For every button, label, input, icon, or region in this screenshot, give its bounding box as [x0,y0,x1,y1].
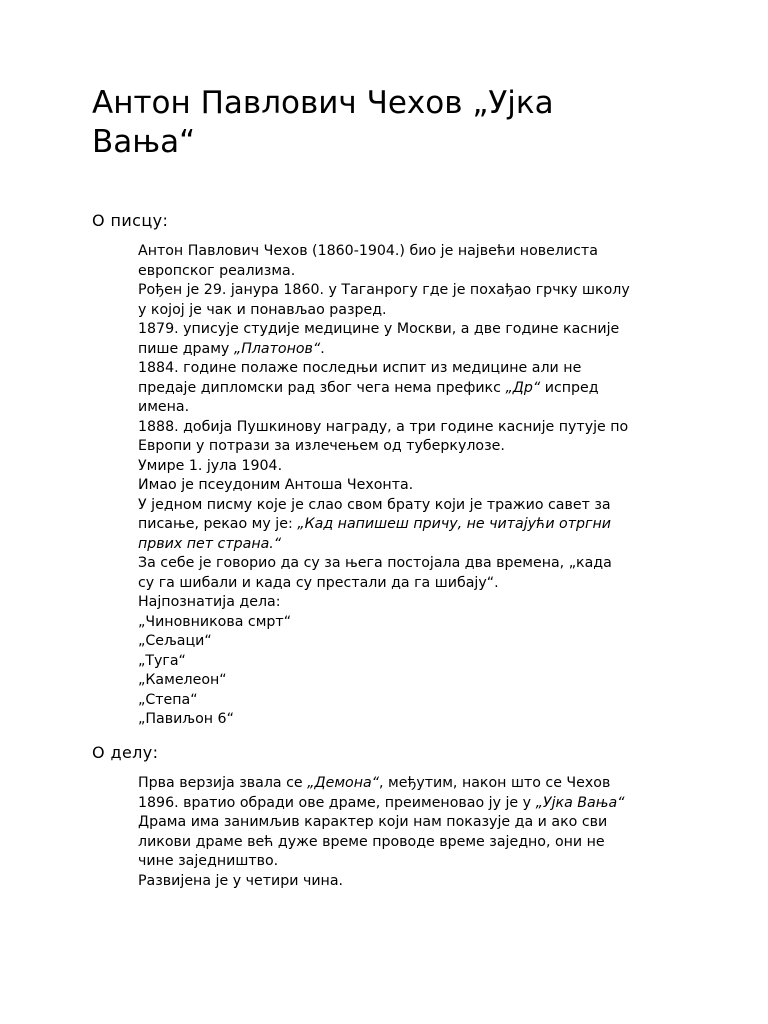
works-list-item: „Камелеон“ [138,672,227,688]
section-body-about-work [138,774,683,891]
section-heading-about-writer: О писцу: [92,211,169,230]
italic-quote: првих пет страна.“ [138,535,282,552]
body-line: За себе је говорио да су за њега постојала два времена, „када [138,555,612,571]
works-list-item: „Сељаци“ [138,633,212,649]
body-line [138,379,683,399]
body-line: Умире 1. јула 1904. [138,457,283,474]
body-line: у којој је чак и понављао разред. [138,301,387,318]
italic-title: „Ујка Вања“ [535,794,625,811]
text-run: Прва верзија звала се [138,775,308,791]
title-line: Антон Павлович Чехов „Ујка [92,85,554,121]
section-heading-about-work: О делу: [92,743,159,762]
text-run: испред [540,379,599,396]
body-line: Имао је псеудоним Антоша Чехонта. [138,477,414,493]
body-line: чине заједништво. [138,853,279,869]
italic-title: „Демона“ [307,775,380,791]
body-line: Европи у потрази за излечењем од туберкулозе. [138,438,505,454]
text-run: 1896. вратио обради ове драме, преименовао ју је у [138,794,536,811]
document-title [92,84,692,162]
works-list-item: „Степа“ [138,691,198,708]
body-line: Најпознатија дела: [138,594,281,610]
body-line: 1879. уписује студије медицине у Москви, а две године касније [138,321,620,337]
italic-term: „Др“ [505,379,541,396]
text-run: писање, рекао му је: [138,516,298,532]
text-run: предаје дипломски рад због чега нема префикс [138,379,506,396]
works-list-item: „Павиљон 6“ [138,711,234,727]
italic-quote: „Кад напишеш причу, не читајући отргни [297,516,611,532]
body-line: Драма има занимљив карактер који нам показује да и ако сви [138,814,608,830]
body-line: европског реализма. [138,262,296,279]
body-line: У једном писму које је слао свом брату који је тражио савет за [138,496,611,513]
body-line [138,515,683,535]
text-run: , међутим, након што се Чехов [379,775,611,791]
works-list-item: „Туга“ [138,652,186,669]
text-run: пише драму [138,340,234,357]
body-line: 1888. добија Пушкинову награду, а три године касније путује по [138,418,629,435]
body-line [138,774,683,794]
body-line: Развијена је у четири чина. [138,872,344,889]
body-line: 1884. године полаже последњи испит из медицине али не [138,360,582,376]
body-line [138,535,683,555]
body-line: су га шибали и када су престали да га шибају“. [138,574,499,591]
body-line: Рођен је 29. јануpa 1860. у Таганрогу где је похађао грчку школу [138,282,630,298]
italic-title: „Платонов“ [233,340,321,357]
title-line: Вања“ [92,124,196,160]
section-body-about-writer [138,242,683,730]
body-line [138,794,683,814]
works-list-item: „Чиновникова смрт“ [138,613,292,630]
body-line: ликови драме већ дуже време проводе време заједно, они не [138,833,605,850]
body-line: имена. [138,399,190,415]
body-line: Антон Павлович Чехов (1860-1904.) био је највећи новелиста [138,243,598,259]
body-line [138,340,683,360]
text-run: . [320,340,325,357]
